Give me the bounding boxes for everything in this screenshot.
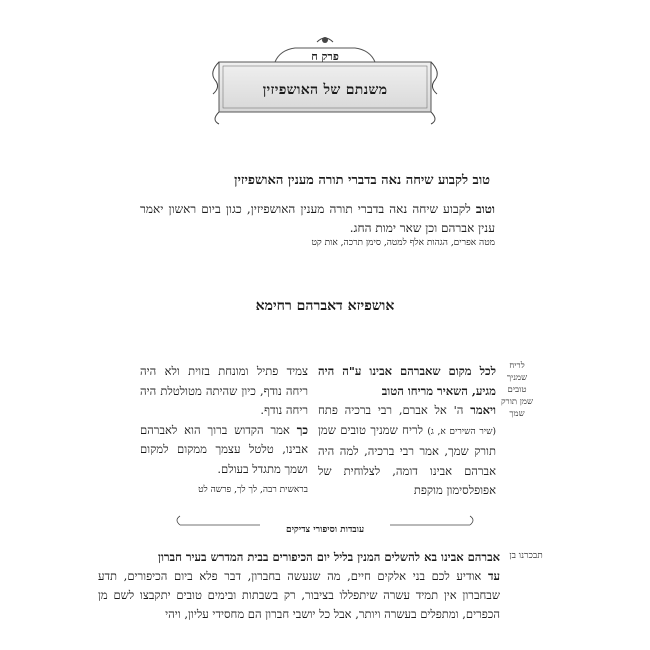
section2-right-column [318,362,496,501]
section3-paragraph [98,548,500,624]
section1-body: לקבוע שיחה נאה בדברי תורה מענין האושפיזין, כגון ביום ראשון יאמר ענין אברהם וכן שאר ימות החג. [140,202,495,235]
section2-right-cite: (שיר השירים א, ג) [427,426,496,437]
section3-body: אודיע לכם בני אלקים חיים, מה שנעשה בחברון, דבר פלא ביום הכיפורים, תדע שבחברון אין תמיד עשרה שיתפללו בציבור, רק בשבתות ובימים טובים יתקבצו לשם מן הכפרים, ומתפלים בעשרה ויותר, אבל כל יושבי חברון הם מחסידי עליון, ויהי [98,569,500,621]
section1-source: מטה אפרים, הגהות אלף למטה, סימן תרכה, אות קט [311,238,495,248]
section1-paragraph [140,200,495,238]
section2-margin-note: לריח שמניך טובים שמן תורק שמך [500,361,533,419]
section1-lead-word: וטוב [475,202,495,216]
section2-left-body: צמיד פתיל ומונחת בזוית ולא היה ריחה נודף, כיון שהיתה מטולטלת היה ריחה נודף. [140,364,308,417]
section2-left-source: בראשית רבה, לך לך, פרשה לט [198,485,308,495]
section3-title: עובדות וסיפורי צדיקים [285,525,365,535]
section2-right-body2: לריח שמניך טובים שמן תורק שמך, אמר רבי ברכיה, למה היה אברהם אבינו דומה, לצלוחית של אפופלסימון מוקפת [318,422,496,497]
section1-heading: טוב לקבוע שיחה נאה בדברי תורה מענין האושפיזין [234,173,490,188]
section2-right-lead: לכל מקום שאברהם אבינו ע"ה היה מגיע, השאיר מריחו הטוב [318,364,496,398]
section2-heading: אושפיזא דאברהם רחימא [255,298,395,314]
section3-lead2: עד [487,569,500,583]
chapter-title: משנתם של האושפיזין [262,82,388,98]
section3-lead: אברהם אבינו בא להשלים המנין בליל יום הכיפורים בבית המדרש בעיר חברון [158,550,500,564]
section2-left-body2: אמר הקדוש ברוך הוא לאברהם אבינו, טלטל עצמך ממקום למקום ושמך מתגדל בעולם. [140,422,308,476]
section3-margin-note: תבכרנו בן [509,551,543,561]
section2-right-body: ה' אל אברם, רבי ברכיה פתח [318,403,471,417]
section2-right-lead2: ויאמר [470,403,496,417]
section2-left-column [140,362,308,501]
chapter-label: פרק ח [311,50,339,63]
section2-left-lead: כך [296,422,308,437]
